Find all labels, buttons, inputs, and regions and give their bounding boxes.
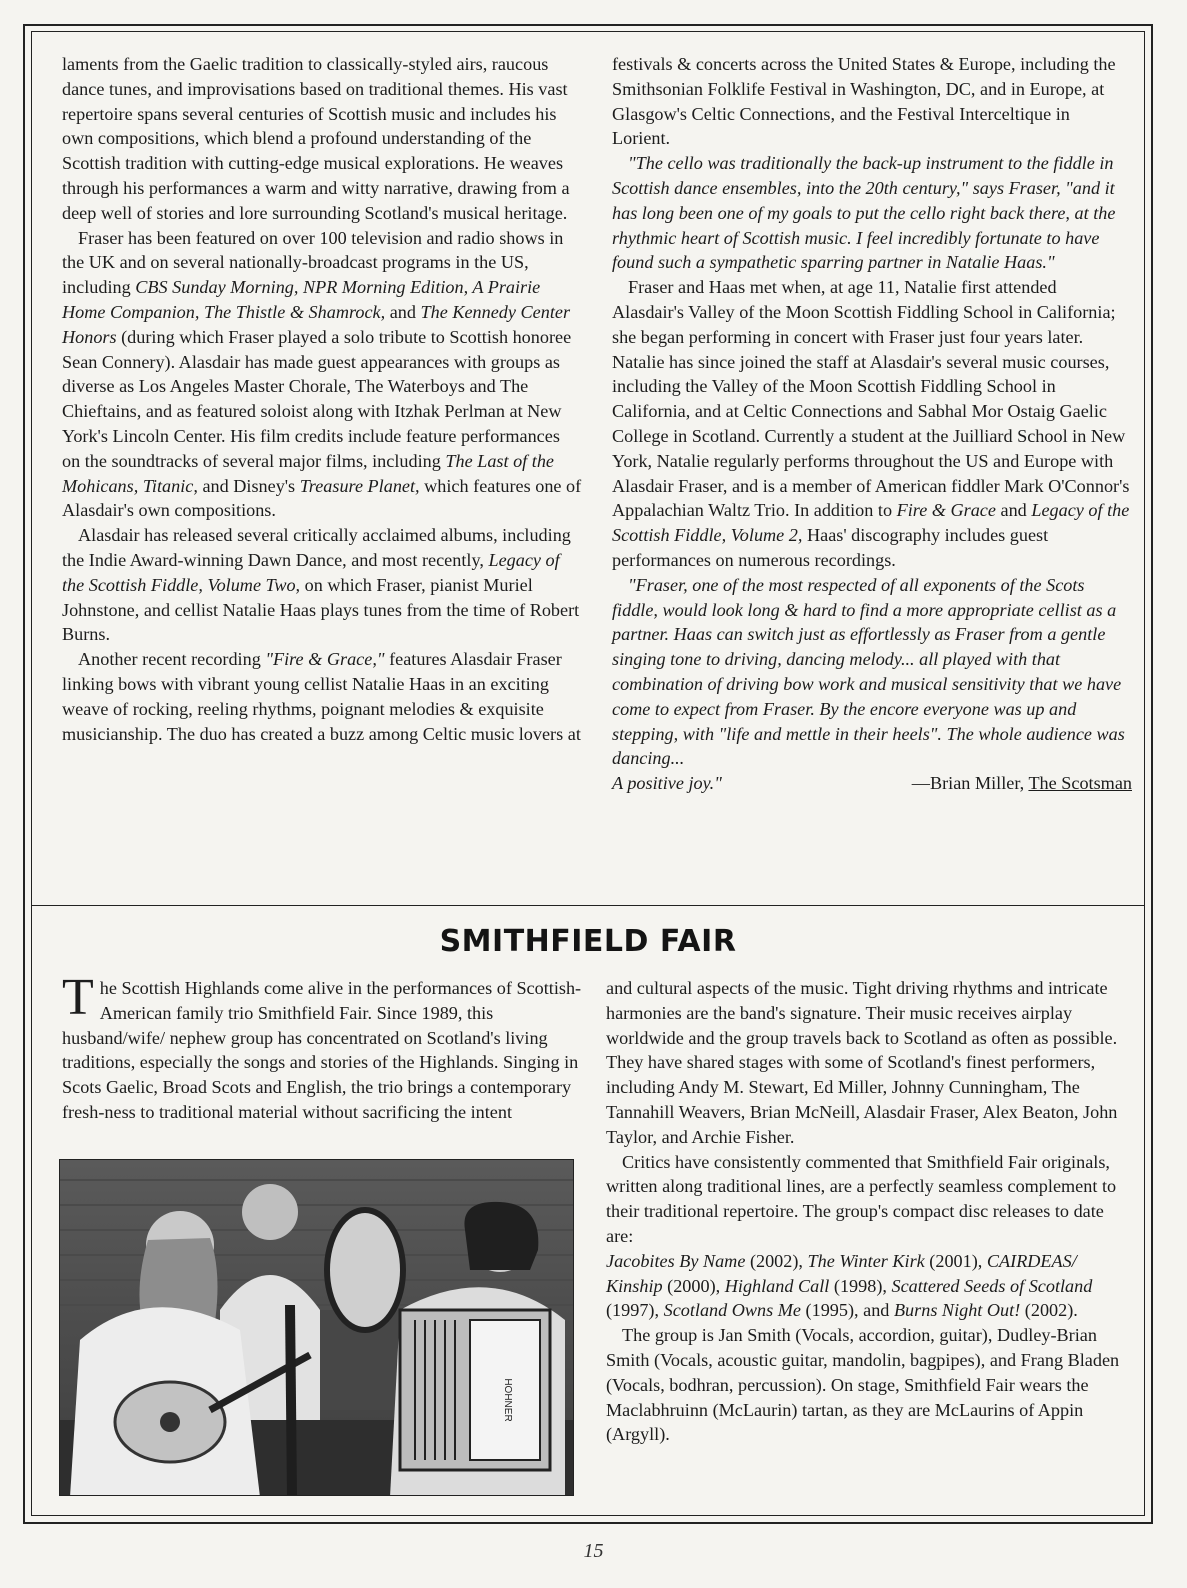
drop-cap: T [62, 969, 94, 1026]
paragraph: and cultural aspects of the music. Tight driving rhythms and intricate harmonies are the band's signature. Their music receives airplay worldwide and the group travels back to Scotland as often as possible. They have shared stages with some of Scotland's finest performers, including Andy M. Stewart, Ed Miller, Johnny Cunningham, The Tannahill Weavers, Brian McNeill, Alasdair Fraser, Alex Beaton, John Taylor, and Archie Fisher. [606, 978, 1118, 1147]
paragraph: Critics have consistently commented that Smithfield Fair originals, written along traditional lines, are a perfectly seamless complement to their traditional repertoire. The group's compact disc releases to date are: [606, 1151, 1117, 1246]
review-quote: "Fraser, one of the most respected of all exponents of the Scots fiddle, would look long & hard to find a more appropriate cellist as a partner. Haas can switch just as effortlessly as Fraser from a gentle singing tone to driving, dancing melody... all played with that combination of driving bow work and musical sensitivity that we have come to expect from Fraser. By the encore everyone was up and stepping, with "life and mettle in their heels". The whole audience was dancing... [612, 574, 1125, 769]
page-number: 15 [583, 1540, 604, 1562]
paragraph: Fraser and Haas met when, at age 11, Natalie first attended Alasdair's Valley of the Moon Scottish Fiddling School in California; she began performing in concert with Fraser just four years later. Natalie has since joined the staff at Alasdair's several music courses, including the Valley of the Moon Scottish Fiddling School in California, and at Celtic Connections and Sabhal Mor Ostaig Gaelic College in Scotland. Currently a student at the Juilliard School in New York, Natalie regularly performs throughout the US and Europe with Alasdair Fraser, and is a member of American fiddler Mark O'Connor's Appalachian Waltz Trio. In addition to Fire & Grace and Legacy of the Scottish Fiddle, Volume 2, Haas' discography includes guest performances on numerous recordings. [612, 277, 1130, 570]
section-title: SMITHFIELD FAIR [439, 924, 737, 959]
paragraph: Another recent recording "Fire & Grace," features Alasdair Fraser linking bows with vibrant young cellist Natalie Haas in an exciting weave of rocking, reeling rhythms, poignant melodies & exquisite musicianship. The duo has created a buzz among Celtic music lovers at [62, 649, 581, 744]
paragraph: festivals & concerts across the United States & Europe, including the Smithsonian Folklife Festival in Washington, DC, and in Europe, at Glasgow's Celtic Connections, and the Festival Interceltique in Lorient. [612, 54, 1116, 149]
bottom-left-column [62, 969, 582, 1125]
band-photo [59, 1159, 574, 1496]
paragraph: Alasdair has released several critically acclaimed albums, including the Indie Award-winning Dawn Dance, and most recently, Legacy of the Scottish Fiddle, Volume Two, on which Fraser, pianist Muriel Johnstone, and cellist Natalie Haas plays tunes from the time of Robert Burns. [62, 525, 580, 645]
paragraph: Fraser has been featured on over 100 television and radio shows in the UK and on several nationally-broadcast programs in the US, including CBS Sunday Morning, NPR Morning Edition, A Prairie Home Companion, The Thistle & Shamrock, and The Kennedy Center Honors (during which Fraser played a solo tribute to Scottish honoree Sean Connery). Alasdair has made guest appearances with groups as diverse as Los Angeles Master Chorale, The Waterboys and The Chieftains, and as featured soloist along with Itzhak Perlman at New York's Lincoln Center. His film credits include feature performances on the soundtracks of several major films, including The Last of the Mohicans, Titanic, and Disney's Treasure Planet, which features one of Alasdair's own compositions. [62, 227, 582, 521]
section-divider [31, 905, 1145, 906]
pull-quote: "The cello was traditionally the back-up instrument to the fiddle in Scottish dance ensembles, into the 20th century," says Fraser, "and it has long been one of my goals to put the cello right back there, at the rhythmic heart of Scottish music. I feel incredibly fortunate to have found such a sympathetic sparring partner in Natalie Haas." [612, 153, 1116, 273]
publication-name: The Scotsman [1028, 773, 1132, 794]
accordion-brand-label: HOHNER [502, 1378, 513, 1422]
top-right-column [612, 52, 1132, 796]
top-left-column [62, 52, 582, 746]
paragraph: The group is Jan Smith (Vocals, accordion, guitar), Dudley-Brian Smith (Vocals, acoustic guitar, mandolin, bagpipes), and Frang Bladen (Vocals, bodhran, percussion). On stage, Smithfield Fair wears the Maclabhruinn (McLaurin) tartan, as they are McLaurins of Appin (Argyll). [606, 1325, 1120, 1445]
discography-list: Jacobites By Name (2002), The Winter Kirk (2001), CAIRDEAS/ Kinship (2000), Highland Call (1998), Scattered Seeds of Scotland (1997), Scotland Owns Me (1995), and Burns Night Out! (2002). [606, 1250, 1093, 1321]
paragraph: The Scottish Highlands come alive in the performances of Scottish-American family trio Smithfield Fair. Since 1989, this husband/wife/ nephew group has concentrated on Scotland's living traditions, especially the songs and stories of the Highlands. Singing in Scots Gaelic, Broad Scots and English, the trio brings a contemporary fresh-ness to traditional material without sacrificing the intent [62, 969, 582, 1122]
quote-attribution: A positive joy." —Brian Miller, The Scotsman [612, 773, 1132, 794]
paragraph: laments from the Gaelic tradition to classically-styled airs, raucous dance tunes, and improvisations based on traditional themes. His vast repertoire spans several centuries of Scottish music and includes his own compositions, which blend a profound understanding of the Scottish tradition with cutting-edge musical explorations. He weaves through his performances a warm and witty narrative, drawing from a deep well of stories and lore surrounding Scotland's musical heritage. [62, 54, 570, 223]
bottom-right-column [606, 976, 1128, 1447]
